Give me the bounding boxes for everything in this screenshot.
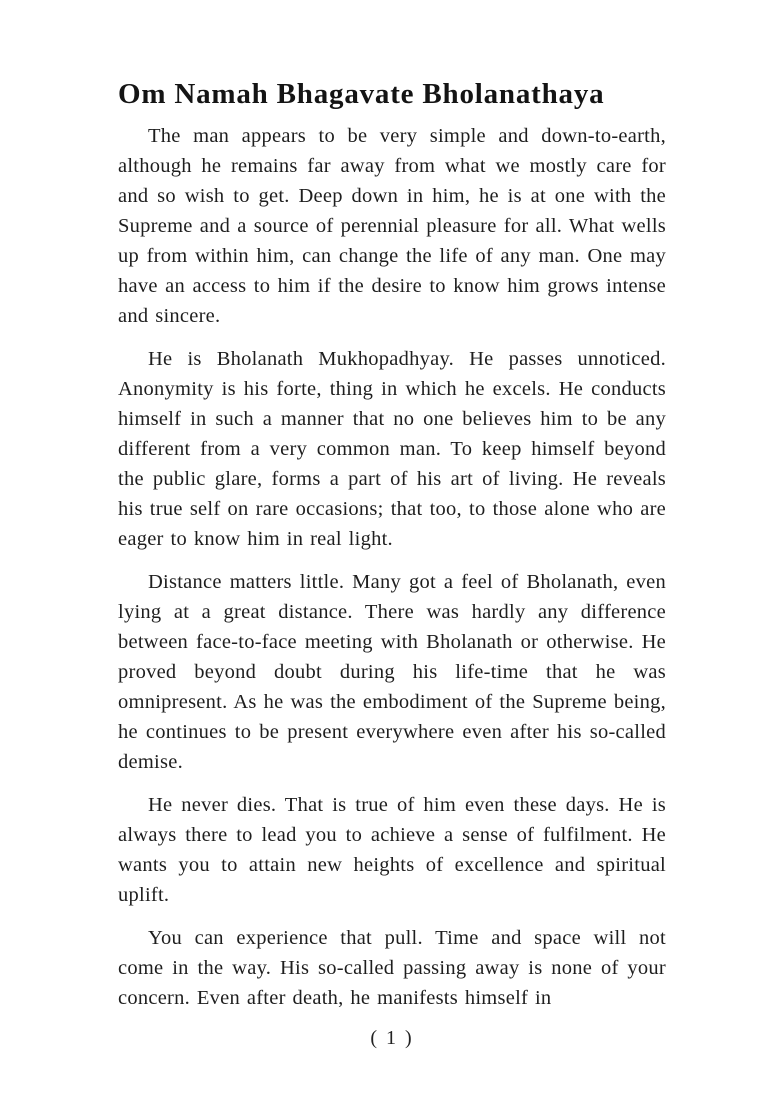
page-number: ( 1 ) [370, 1027, 414, 1050]
paragraph-3: Distance matters little. Many got a feel of Bholanath, even lying at a great distance. There was hardly any difference between face-to-face meeting with Bholanath or otherwise. He proved beyond doubt during his life-time that he was omnipresent. As he was the embodiment of the Supreme being, he continues to be present everywhere even after his so-called demise. [118, 571, 666, 774]
page-title: Om Namah Bhagavate Bholanathaya [118, 78, 605, 110]
paragraph-5: You can experience that pull. Time and space will not come in the way. His so-called passing away is none of your concern. Even after death, he manifests himself in [118, 927, 666, 1010]
paragraph-1: The man appears to be very simple and down-to-earth, although he remains far away from what we mostly care for and so wish to get. Deep down in him, he is at one with the Supreme and a source of perennial pleasure for all. What wells up from within him, can change the life of any man. One may have an access to him if the desire to know him grows intense and sincere. [118, 125, 666, 328]
page-body [118, 121, 666, 1013]
paragraph-4: He never dies. That is true of him even these days. He is always there to lead you to achieve a sense of fulfilment. He wants you to attain new heights of excellence and spiritual uplift. [118, 794, 666, 907]
paragraph-2: He is Bholanath Mukhopadhyay. He passes unnoticed. Anonymity is his forte, thing in which he excels. He conducts himself in such a manner that no one believes him to be any different from a very common man. To keep himself beyond the public glare, forms a part of his art of living. He reveals his true self on rare occasions; that too, to those alone who are eager to know him in real light. [118, 348, 666, 551]
